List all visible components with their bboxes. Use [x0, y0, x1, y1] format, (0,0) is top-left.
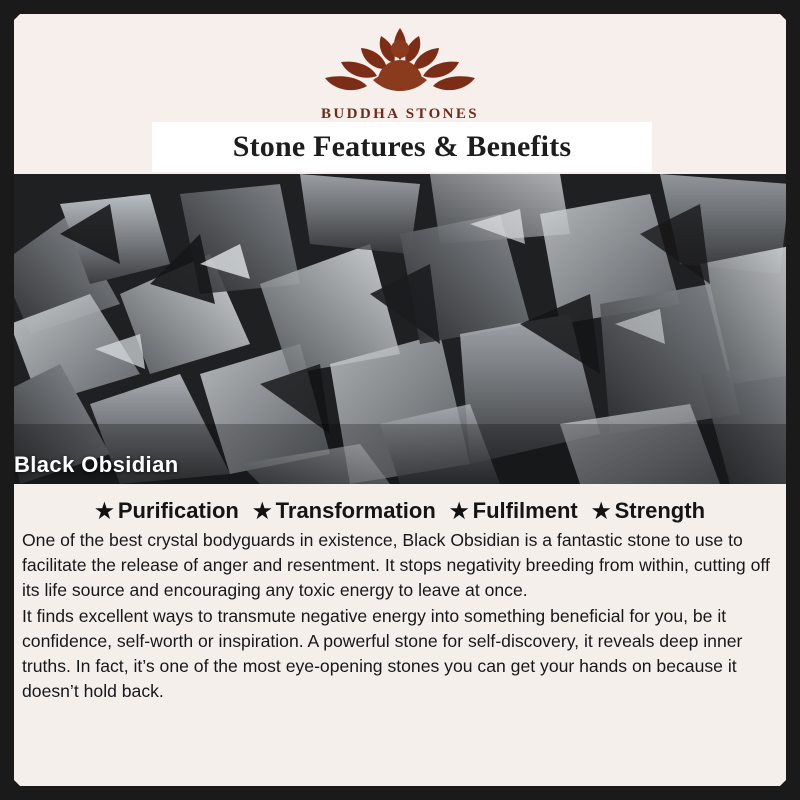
benefit-item-transformation — [253, 498, 436, 524]
star-icon: ★ — [252, 499, 272, 523]
star-icon: ★ — [94, 499, 114, 523]
frame-corner-top-right — [766, 0, 800, 34]
lotus-meditation-figure-icon — [295, 16, 505, 104]
benefit-label: Fulfilment — [472, 498, 578, 523]
frame-corner-bottom-right — [766, 766, 800, 800]
benefit-item-fulfilment — [450, 498, 578, 524]
header-section — [0, 0, 800, 178]
title-banner — [152, 122, 652, 172]
obsidian-crystal-image — [0, 174, 800, 484]
benefit-label: Purification — [117, 498, 239, 523]
page-title: Stone Features & Benefits — [232, 130, 572, 163]
star-icon: ★ — [449, 499, 469, 523]
description-paragraph-2: It finds excellent ways to transmute negative energy into something beneficial for you, be it confidence, self-worth or inspiration. A powerful stone for self-discovery, it reveals deep inner truths. In fact, it’s one of the most eye-opening stones you can get your hands on because it doesn’t hold back. — [22, 605, 743, 701]
description-paragraph-1: One of the best crystal bodyguards in existence, Black Obsidian is a fantastic stone to use to facilitate the release of anger and resentment. It stops negativity breeding from within, cutting off its life source and encouraging any toxic energy to leave at once. — [22, 530, 770, 600]
benefit-label: Strength — [614, 498, 706, 523]
benefit-item-strength — [592, 498, 705, 524]
benefit-label: Transformation — [275, 498, 436, 523]
stone-photo — [0, 174, 800, 484]
benefits-list — [22, 498, 778, 524]
frame-edge-top — [0, 0, 800, 14]
benefit-item-purification — [95, 498, 239, 524]
brand-logo — [0, 16, 800, 123]
frame-edge-right — [786, 0, 800, 800]
brand-name: BUDDHA STONES — [320, 106, 480, 122]
frame-corner-top-left — [0, 0, 34, 34]
frame-edge-left — [0, 0, 14, 800]
stone-name-caption: Black Obsidian — [14, 452, 179, 477]
content-section — [0, 484, 800, 800]
frame-corner-bottom-left — [0, 766, 34, 800]
star-icon: ★ — [591, 499, 611, 523]
frame-edge-bottom — [0, 786, 800, 800]
